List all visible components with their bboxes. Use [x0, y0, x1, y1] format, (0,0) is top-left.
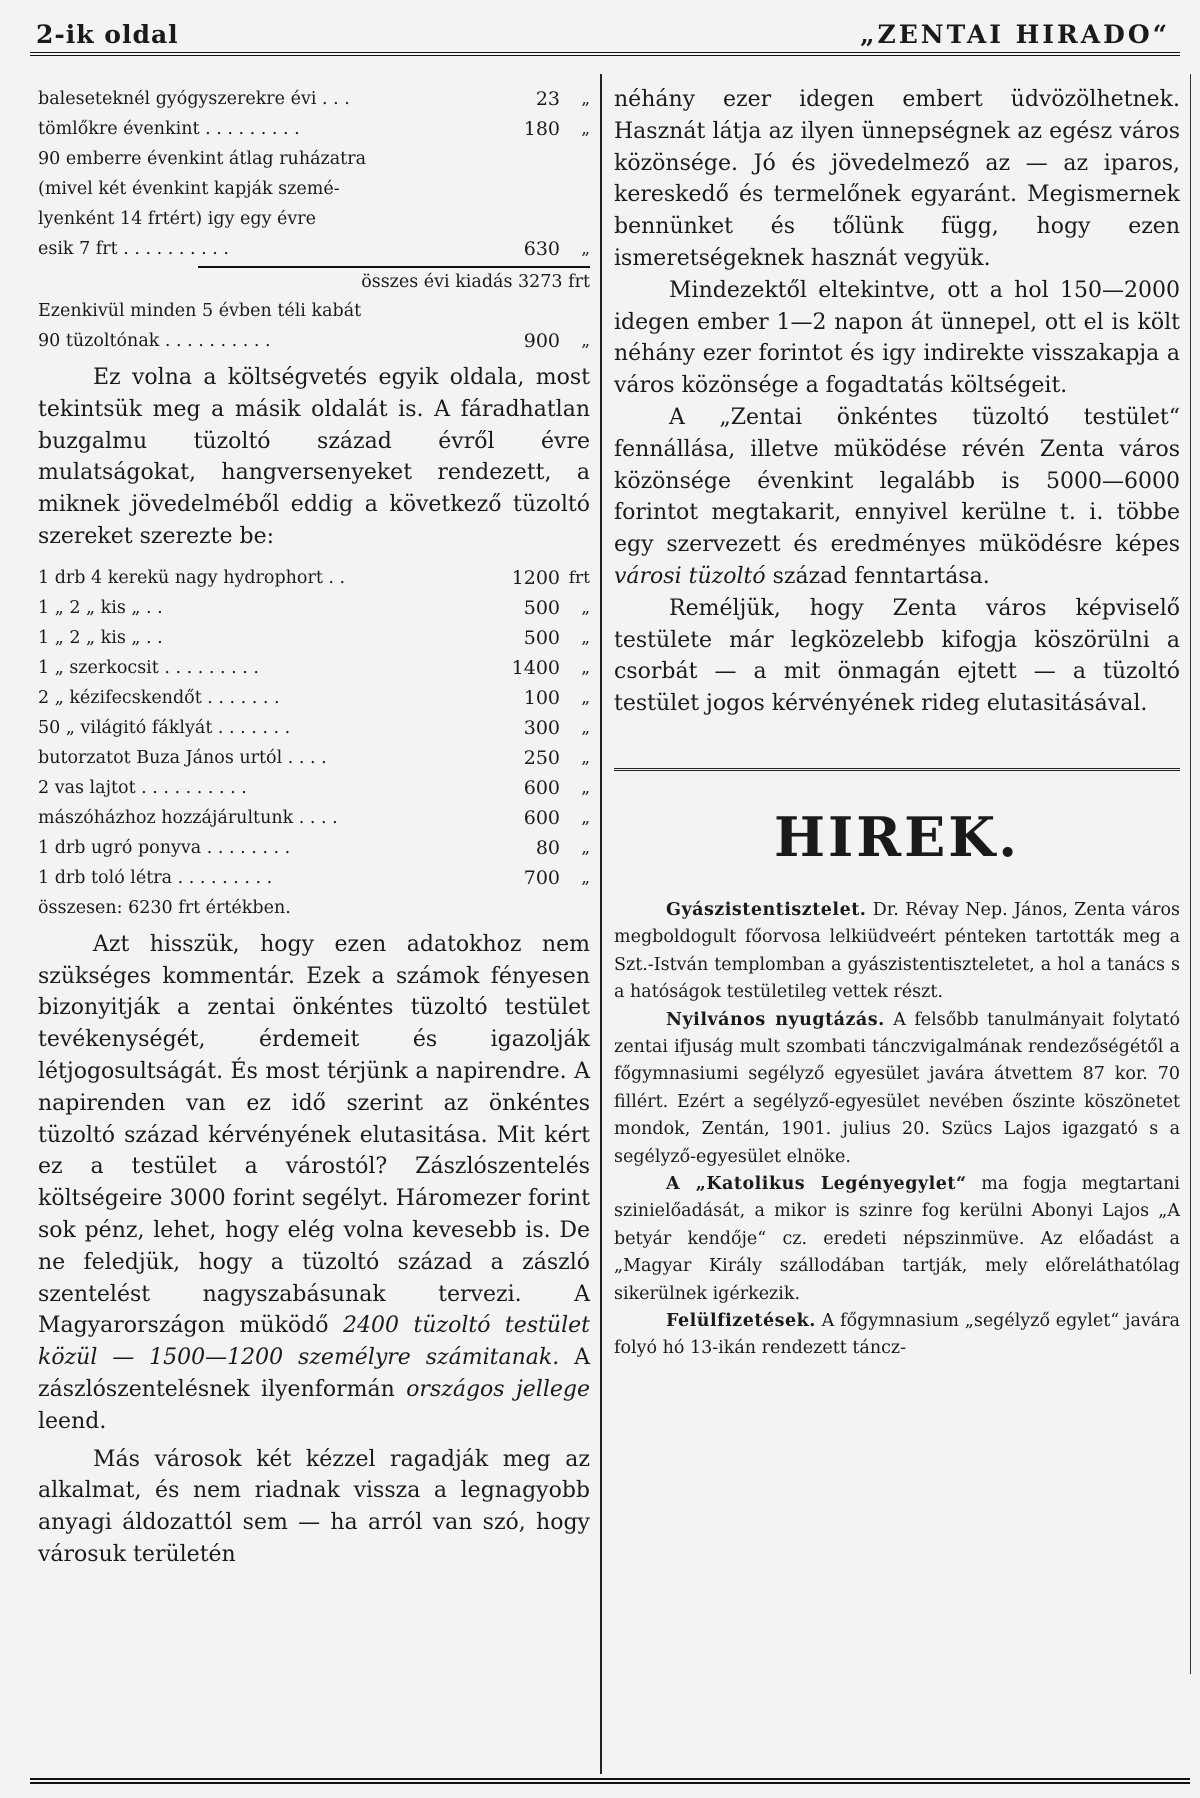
- news-title: Felülfizetések.: [666, 1311, 816, 1332]
- equipment-label: 1 „ 2 „ kis „ . .: [38, 597, 163, 618]
- article-paragraph: néhány ezer idegen embert üdvözölhetnek. Hasznát látja az ilyen ünnepségnek az egész város közönsége. Jó és jövedelmező az — az iparos, kereskedő és termelőnek egyaránt. Megismernek bennünket és tőlünk függ, hogy ezen ismeretségeknek hasznát vegyük.: [614, 87, 1180, 271]
- equipment-unit: „: [581, 687, 590, 708]
- expense-label: baleseteknél gyógyszerekre évi . . .: [38, 89, 350, 109]
- table-row: [38, 623, 590, 653]
- equipment-amount: 600: [523, 776, 560, 799]
- table-row: [38, 653, 590, 683]
- expense-table: [38, 84, 590, 264]
- table-row: [38, 174, 590, 204]
- expense-amount: 180: [523, 118, 560, 140]
- header-rule: [30, 52, 1180, 56]
- equipment-label: butorzatot Buza János urtól . . . .: [38, 747, 327, 768]
- expense-label: 90 emberre évenkint átlag ruházatra: [38, 149, 367, 169]
- table-row: [38, 114, 590, 144]
- expense-unit: „: [581, 331, 590, 351]
- expense-label: esik 7 frt . . . . . . . . . .: [38, 239, 229, 259]
- equipment-unit: „: [581, 747, 590, 768]
- article-paragraph: Ez volna a költségvetés egyik oldala, most tekintsük meg a másik oldalát is. A fáradhatlan buzgalmu tüzoltó század évről évre mulatságokat, hangversenyeket rendezett, a miknek jövedelméből eddig a következő tüzoltó szereket szerezte be:: [38, 365, 590, 549]
- right-column: [614, 84, 1180, 1363]
- equipment-table: [38, 563, 590, 893]
- table-row: [38, 593, 590, 623]
- equipment-unit: „: [581, 627, 590, 648]
- table-row: [38, 296, 590, 326]
- left-column: [38, 84, 590, 1571]
- section-divider: [614, 768, 1180, 771]
- equipment-label: mászóházhoz hozzájárultunk . . . .: [38, 807, 338, 828]
- equipment-label: 1 drb toló létra . . . . . . . . .: [38, 867, 273, 888]
- equipment-label: 1 „ szerkocsit . . . . . . . . .: [38, 657, 259, 678]
- equipment-amount: 1200: [511, 566, 560, 589]
- equipment-label: 2 vas lajtot . . . . . . . . . .: [38, 777, 247, 798]
- equipment-unit: „: [581, 807, 590, 828]
- news-title: A „Katolikus Legényegylet“: [666, 1174, 967, 1194]
- table-row: [38, 833, 590, 863]
- equipment-unit: „: [581, 777, 590, 798]
- news-title: Nyilvános nyugtázás.: [666, 1009, 885, 1030]
- expense-label: 90 tüzoltónak . . . . . . . . . .: [38, 331, 271, 351]
- expense-label: tömlőkre évenkint . . . . . . . . .: [38, 119, 300, 139]
- expense-amount: 23: [535, 88, 560, 110]
- table-row: [38, 743, 590, 773]
- table-row: [38, 713, 590, 743]
- equipment-label: 50 „ világitó fáklyát . . . . . . .: [38, 717, 291, 738]
- news-title: Gyászistentisztelet.: [666, 899, 867, 920]
- expense-label: lyenként 14 frtért) igy egy évre: [38, 209, 317, 229]
- equipment-unit: „: [581, 717, 590, 738]
- news-item: Gyászistentisztelet. Dr. Révay Nep. János, Zenta város megboldogult főorvosa lelkiüdveért pénteken tartották meg a Szt.-István templomban a gyászistentiszteletet, a hol a tanács s a hatóságok testületileg vettek részt.: [614, 899, 1180, 1003]
- equipment-label: 1 drb ugró ponyva . . . . . . . .: [38, 837, 291, 858]
- table-row: [38, 326, 590, 356]
- equipment-amount: 1400: [511, 656, 560, 679]
- equipment-amount: 500: [523, 596, 560, 619]
- article-paragraph: Reméljük, hogy Zenta város képviselő testülete már legközelebb kifogja köszörülni a csorbát — a mit önmagán ejtett — a tüzoltó testület jogos kérvényének rideg elutasitásával.: [614, 595, 1180, 717]
- table-row: [38, 863, 590, 893]
- equipment-amount: 700: [523, 866, 560, 889]
- newspaper-title: „ZENTAI HIRADO“: [860, 20, 1170, 49]
- equipment-amount: 500: [523, 626, 560, 649]
- expense-unit: „: [581, 89, 590, 109]
- article-paragraph: Azt hisszük, hogy ezen adatokhoz nem szükséges kommentár. Ezek a számok fényesen bizonyitják a zentai önkéntes tüzoltó testület tevékenységét, érdemeit és igazolják létjogosultságát. És most térjünk a napirendre. A napirenden van ez idő szerint az önkéntes tüzoltó század kérvényének elutasitása. Mit kért ez a testület a várostól? Zászlószentelés költségeire 3000 forint segélyt. Háromezer forint sok pénz, lehet, hogy elég volna kevesebb is. De ne feledjük, hogy a tüzoltó század a zászló szentelést nagyszabásunak tervezi. A Magyarországon müködő 2400 tüzoltó testület közül — 1500—1200 személyre számitanak. A zászlószentelésnek ilyenformán országos jellege leend.: [38, 931, 590, 1434]
- expense-label: (mivel két évenkint kapják szemé-: [38, 179, 340, 199]
- bottom-rule: [30, 1778, 1190, 1784]
- equipment-label: 1 „ 2 „ kis „ . .: [38, 627, 163, 648]
- section-title: HIREK.: [773, 804, 1021, 869]
- expense-amount: 900: [523, 330, 560, 352]
- news-item: Nyilvános nyugtázás. A felsőbb tanulmányait folytató zentai ifjuság mult szombati tánczvigalmának rendezőségétől a főgymnasiumi segélyző egyesület javára átvettem 87 kor. 70 fillért. Ezért a segélyző-egyesület nevében őszinte köszönetet mondok, Zentán, 1901. julius 20. Szücs Lajos igazgató s a segélyző-egyesület elnöke.: [614, 1009, 1180, 1167]
- expense-unit: „: [581, 119, 590, 139]
- equipment-total: összesen: 6230 frt értékben.: [38, 897, 291, 918]
- table-row: [38, 84, 590, 114]
- equipment-unit: „: [581, 837, 590, 858]
- table-row: [38, 773, 590, 803]
- expense-amount: 630: [523, 238, 560, 260]
- equipment-label: 1 drb 4 kerekü nagy hydrophort . .: [38, 567, 346, 588]
- page-number: 2-ik oldal: [36, 20, 179, 49]
- expense-unit: „: [581, 239, 590, 259]
- equipment-amount: 600: [523, 806, 560, 829]
- equipment-unit: frt: [568, 567, 590, 588]
- right-edge-rule: [1190, 74, 1191, 1674]
- expense-label: Ezenkivül minden 5 évben téli kabát: [38, 301, 362, 321]
- equipment-amount: 300: [523, 716, 560, 739]
- page-header: [30, 12, 1180, 52]
- equipment-label: 2 „ kézifecskendőt . . . . . . .: [38, 687, 280, 708]
- table-row: [38, 803, 590, 833]
- equipment-amount: 100: [523, 686, 560, 709]
- equipment-unit: „: [581, 867, 590, 888]
- table-row: [38, 563, 590, 593]
- extra-expense-table: [38, 296, 590, 356]
- equipment-unit: „: [581, 597, 590, 618]
- article-paragraph: Más városok két kézzel ragadják meg az alkalmat, és nem riadnak vissza a legnagyobb anyagi áldozattól sem — ha arról van szó, hogy városuk területén: [38, 1446, 590, 1567]
- article-paragraph: Mindezektől eltekintve, ott a hol 150—2000 idegen ember 1—2 napon át ünnepel, ott el is költ néhány ezer forintot és igy indirekte visszakapja a város közönsége a fogadtatás költségeit.: [614, 277, 1180, 399]
- table-row: [38, 144, 590, 174]
- table-row: [38, 683, 590, 713]
- equipment-unit: „: [581, 657, 590, 678]
- column-divider: [600, 74, 602, 1774]
- equipment-amount: 250: [523, 746, 560, 769]
- table-row: [38, 234, 590, 264]
- news-item: Felülfizetések. A főgymnasium „segélyző egylet“ javára folyó hó 13-ikán rendezett táncz-: [614, 1311, 1180, 1359]
- expense-sum: összes évi kiadás 3273 frt: [361, 272, 590, 292]
- article-paragraph: A „Zentai önkéntes tüzoltó testület“ fennállása, illetve müködése révén Zenta város közönsége évenkint legalább is 5000—6000 forintot megtakarit, ennyivel kerülne t. i. többe egy szervezett és eredményes müködésre képes városi tüzoltó század fenntartása.: [614, 404, 1180, 589]
- table-row: [38, 204, 590, 234]
- equipment-amount: 80: [535, 836, 560, 859]
- news-item: A „Katolikus Legényegylet“ ma fogja megtartani szinielőadását, a mikor is szinre fog kerülni Abonyi Lajos „A betyár kendője“ cz. eredeti népszinmüve. Az előadást a „Magyar Király szállodában tartják, mely előreláthatólag sikerülnek igérkezik.: [614, 1174, 1180, 1304]
